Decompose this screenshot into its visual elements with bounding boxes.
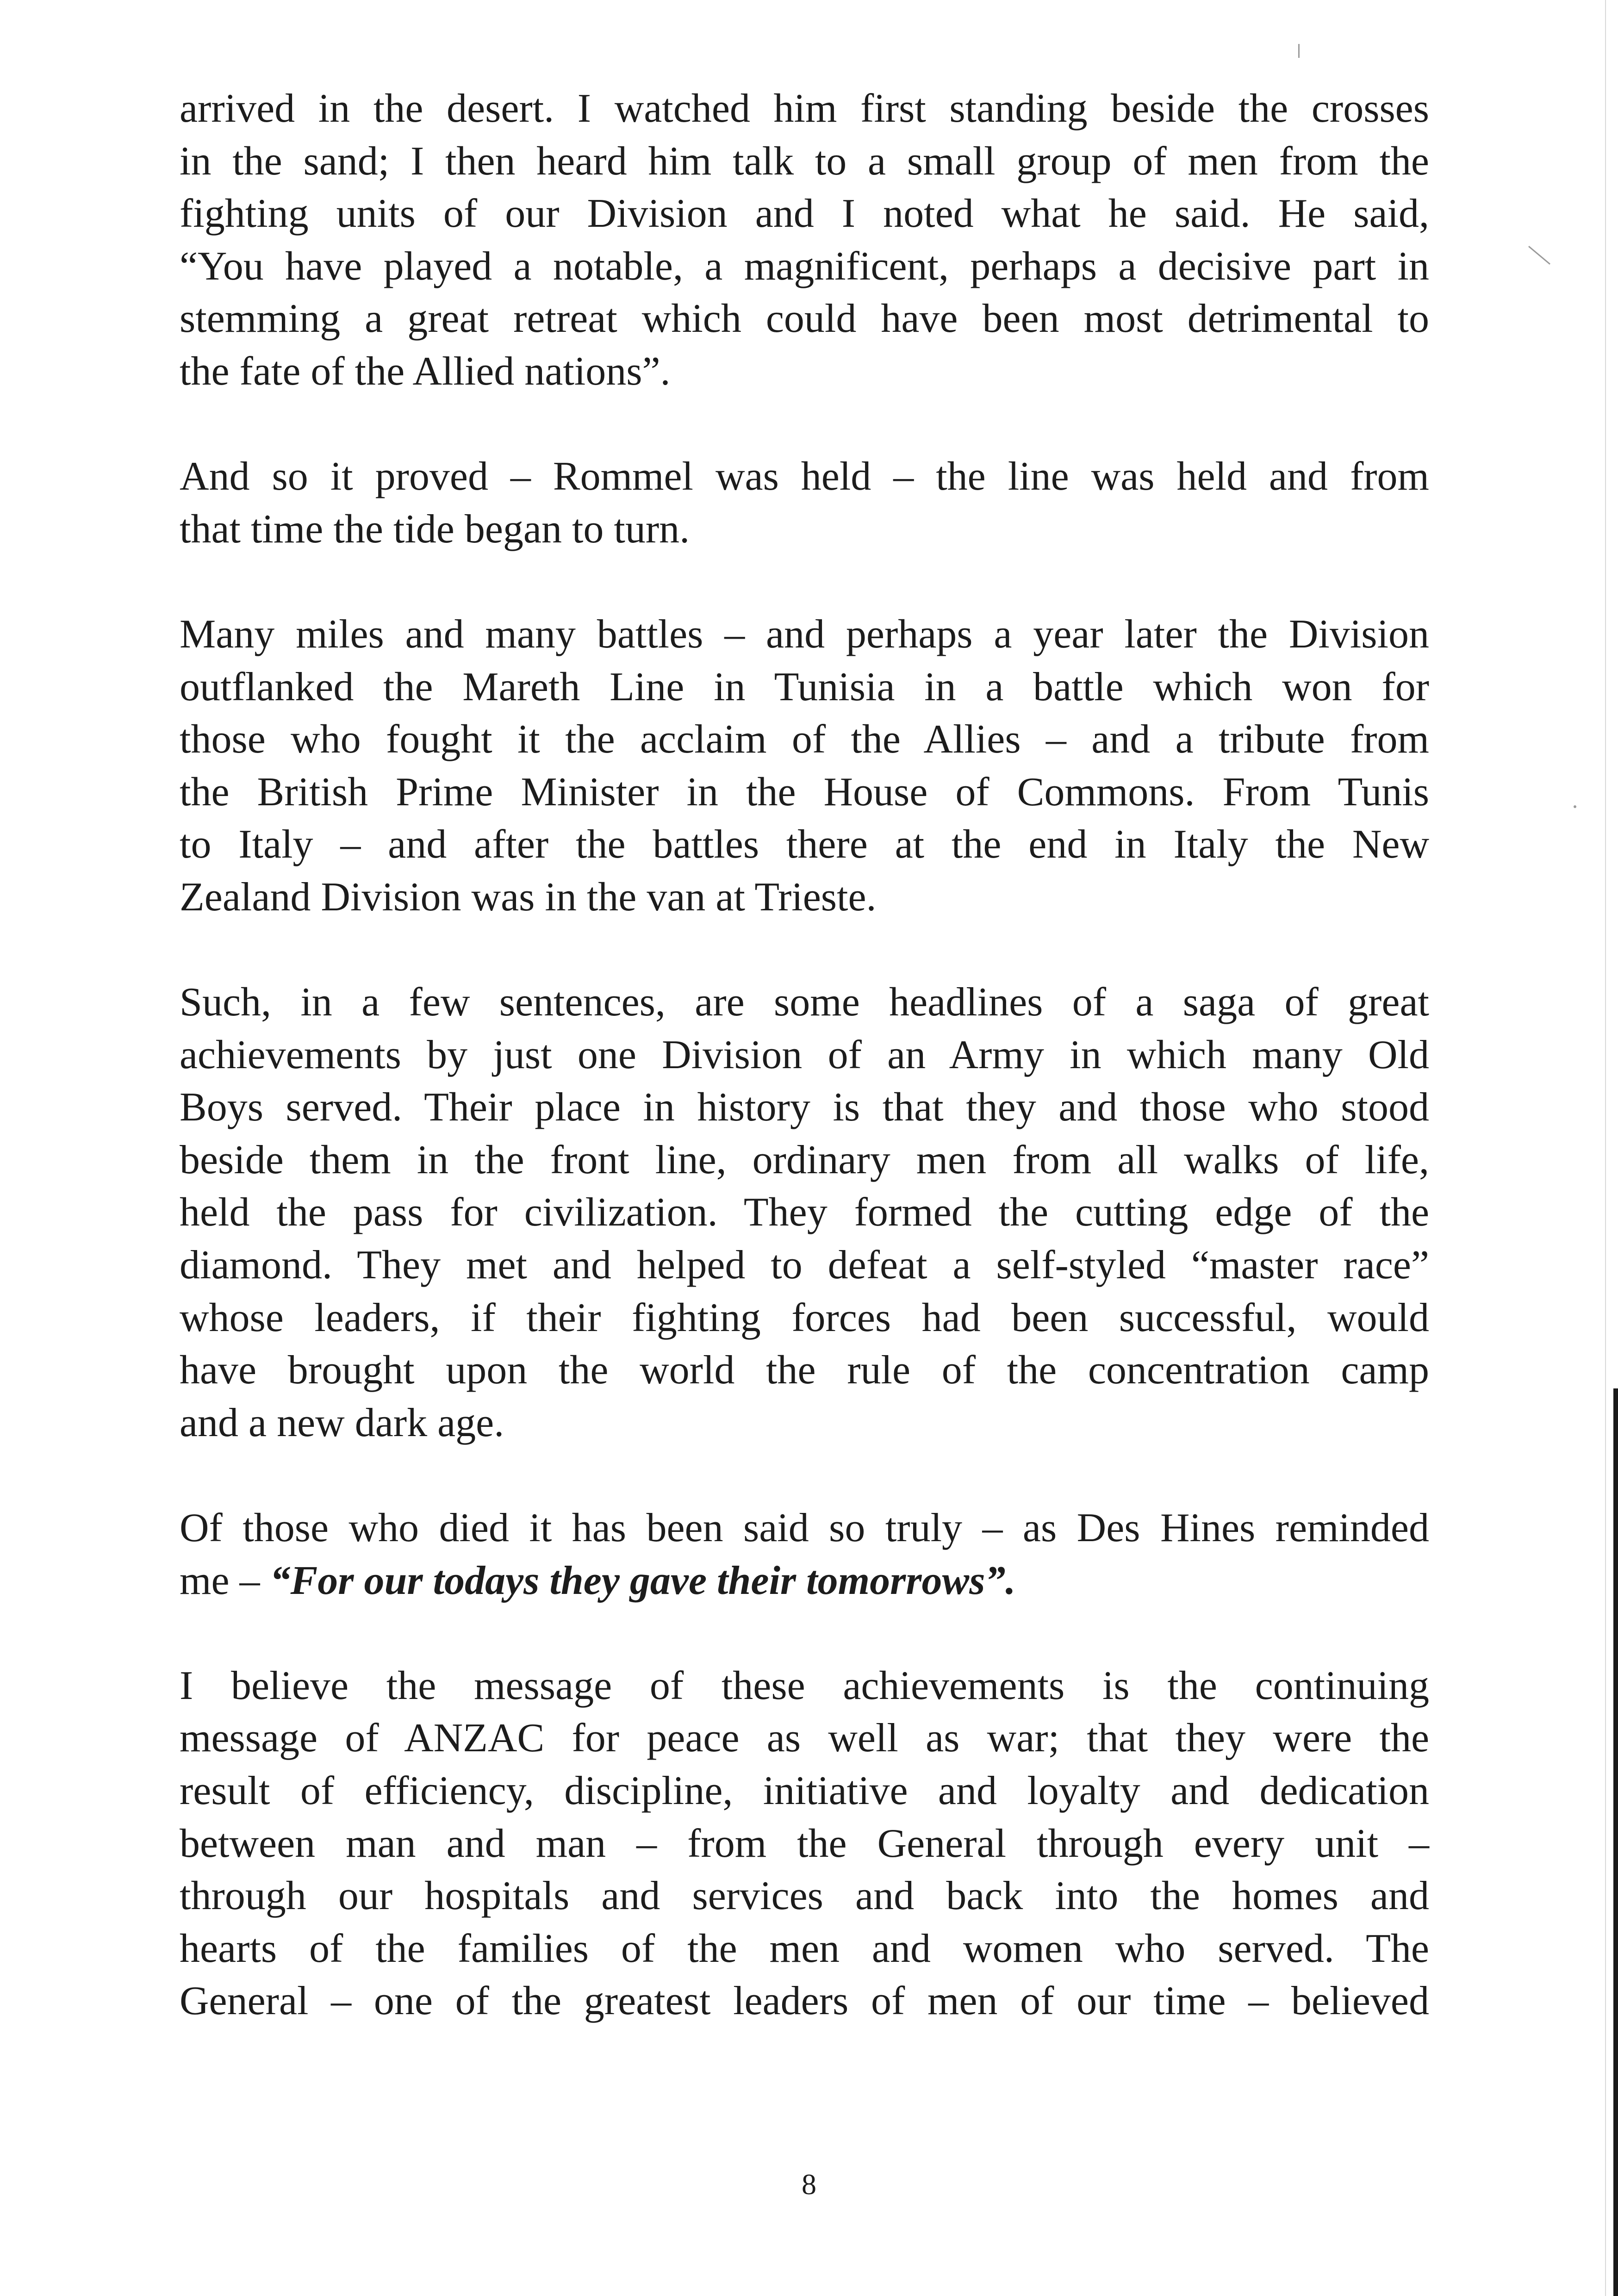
text-line: in the sand; I then heard him talk to a small group of men from the xyxy=(180,138,1429,184)
scan-speck xyxy=(1528,246,1550,265)
text-line: “You have played a notable, a magnificent, perhaps a decisive part in xyxy=(180,243,1429,289)
text-line: Many miles and many battles – and perhaps a year later the Division xyxy=(180,611,1429,657)
text-line: Such, in a few sentences, are some headlines of a saga of great xyxy=(180,980,1429,1025)
text-line: Boys served. Their place in history is that they and those who stood xyxy=(180,1085,1429,1130)
text-line: beside them in the front line, ordinary men from all walks of life, xyxy=(180,1137,1429,1182)
text-line: achievements by just one Division of an Army in which many Old xyxy=(180,1032,1429,1077)
scan-speck xyxy=(1298,44,1300,58)
text-line xyxy=(180,1555,1429,1607)
text-line: outflanked the Mareth Line in Tunisia in a battle which won for xyxy=(180,664,1429,709)
text-line: the British Prime Minister in the House of Commons. From Tunis xyxy=(180,769,1429,815)
text-line: Zealand Division was in the van at Trieste. xyxy=(180,874,877,920)
paragraph xyxy=(180,608,1429,924)
page-number: 8 xyxy=(802,2168,816,2201)
text-line: have brought upon the world the rule of the concentration camp xyxy=(180,1348,1429,1393)
quotation: “For our todays they gave their tomorrows”. xyxy=(270,1558,1016,1603)
text-line: through our hospitals and services and back into the homes and xyxy=(180,1873,1429,1919)
paragraph xyxy=(180,82,1429,398)
text-line: I believe the message of these achievements is the continuing xyxy=(180,1663,1429,1708)
paragraph xyxy=(180,976,1429,1449)
body-text xyxy=(180,82,1429,2028)
text-line: between man and man – from the General through every unit – xyxy=(180,1821,1429,1866)
text-line: fighting units of our Division and I noted what he said. He said, xyxy=(180,191,1429,236)
text-line: General – one of the greatest leaders of men of our time – believed xyxy=(180,1979,1429,2024)
paragraph xyxy=(180,1502,1429,1607)
text-line: those who fought it the acclaim of the Allies – and a tribute from xyxy=(180,717,1429,762)
quote-lead-in: me – xyxy=(180,1558,270,1603)
text-line: And so it proved – Rommel was held – the line was held and from xyxy=(180,454,1429,499)
scan-edge-line xyxy=(1605,0,1606,2296)
text-line: Of those who died it has been said so truly – as Des Hines reminded xyxy=(180,1506,1429,1551)
text-line: hearts of the families of the men and women who served. The xyxy=(180,1926,1429,1971)
text-line: and a new dark age. xyxy=(180,1400,504,1445)
text-line: the fate of the Allied nations”. xyxy=(180,348,671,394)
text-line: stemming a great retreat which could have been most detrimental to xyxy=(180,296,1429,342)
scan-edge-shadow xyxy=(1613,1388,1618,2296)
text-line: result of efficiency, discipline, initiative and loyalty and dedication xyxy=(180,1768,1429,1813)
text-line: arrived in the desert. I watched him first standing beside the crosses xyxy=(180,86,1429,131)
text-line: to Italy – and after the battles there at the end in Italy the New xyxy=(180,822,1429,867)
text-line: held the pass for civilization. They formed the cutting edge of the xyxy=(180,1190,1429,1235)
text-line: that time the tide began to turn. xyxy=(180,506,690,552)
text-line: message of ANZAC for peace as well as war; that they were the xyxy=(180,1716,1429,1761)
scan-speck xyxy=(1574,805,1576,808)
paragraph xyxy=(180,1660,1429,2028)
paragraph xyxy=(180,450,1429,555)
text-line: diamond. They met and helped to defeat a self-styled “master race” xyxy=(180,1243,1429,1288)
text-line: whose leaders, if their fighting forces had been successful, would xyxy=(180,1295,1429,1340)
